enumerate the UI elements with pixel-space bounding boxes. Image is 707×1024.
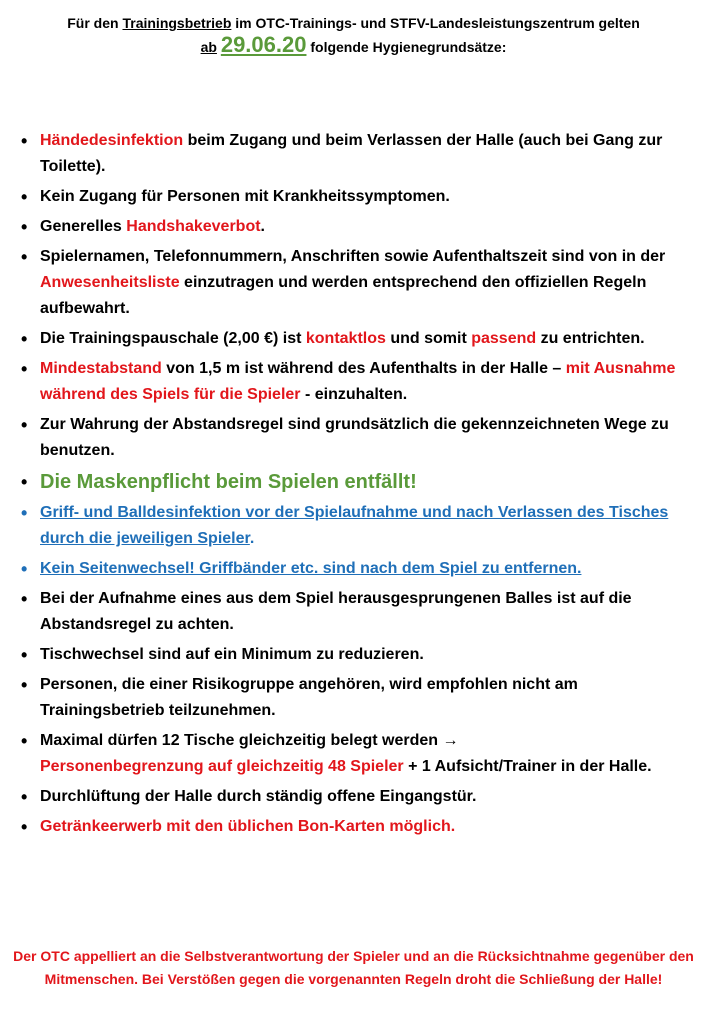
rule-text: Durchlüftung der Halle durch ständig offene Eingangstür. bbox=[40, 788, 477, 805]
rule-text: Kein Zugang für Personen mit Krankheitssymptomen. bbox=[40, 188, 450, 205]
highlight-text: Handshakeverbot bbox=[126, 218, 261, 235]
rule-item bbox=[18, 784, 688, 810]
rule-item bbox=[18, 128, 688, 180]
arrow-right-icon: → bbox=[442, 732, 459, 749]
rule-text: Bei der Aufnahme eines aus dem Spiel herausgesprungenen Balles ist auf die Abstandsregel zu achten. bbox=[40, 590, 632, 633]
rule-text: zu entrichten. bbox=[536, 330, 645, 347]
header-underlined-text: Trainingsbetrieb bbox=[122, 15, 232, 31]
header-text: im OTC-Trainings- und STFV-Landesleistungszentrum gelten bbox=[231, 15, 640, 31]
highlight-text: Personenbegrenzung auf gleichzeitig 48 Spieler bbox=[40, 758, 404, 775]
rule-item bbox=[18, 642, 688, 668]
highlight-text: kontaktlos bbox=[305, 330, 386, 347]
rule-item bbox=[18, 412, 688, 464]
blue-text: Kein Seitenwechsel! Griffbänder etc. sind nach dem Spiel zu entfernen. bbox=[40, 560, 582, 577]
rule-text: einzutragen und werden entsprechend den offiziellen Regeln aufbewahrt. bbox=[40, 274, 647, 317]
rule-text: Tischwechsel sind auf ein Minimum zu reduzieren. bbox=[40, 646, 424, 663]
rule-item bbox=[18, 672, 688, 724]
footer-note: Der OTC appelliert an die Selbstverantwortung der Spieler und an die Rücksichtnahme gegenüber den Mitmenschen. Bei Verstößen gegen die vorgenannten Regeln droht die Schließung der Halle! bbox=[13, 948, 694, 987]
rule-text: und somit bbox=[385, 330, 472, 347]
rule-text: . bbox=[260, 218, 265, 235]
highlight-text: Händedesinfektion bbox=[40, 132, 184, 149]
rule-item bbox=[18, 244, 688, 322]
document-header bbox=[0, 12, 707, 58]
header-ab: ab bbox=[200, 39, 217, 55]
header-text: Für den bbox=[67, 15, 123, 31]
rule-item-mask bbox=[18, 468, 688, 496]
header-line-2 bbox=[0, 34, 707, 58]
rule-text: Maximal dürfen 12 Tische gleichzeitig belegt werden bbox=[40, 732, 443, 749]
rule-item bbox=[18, 326, 688, 352]
highlight-text: Getränkeerwerb mit den üblichen Bon-Karten möglich. bbox=[40, 818, 456, 835]
rule-item bbox=[18, 500, 688, 552]
rule-text: + 1 Aufsicht/Trainer in der Halle. bbox=[403, 758, 652, 775]
rule-item bbox=[18, 586, 688, 638]
highlight-text: mit Ausnahme während des Spiels für die Spieler bbox=[40, 360, 676, 403]
rule-text: Die Trainingspauschale (2,00 €) ist bbox=[40, 330, 306, 347]
rule-text: von 1,5 m ist während des Aufenthalts in der Halle – bbox=[161, 360, 566, 377]
highlight-text: Mindestabstand bbox=[40, 360, 162, 377]
rule-text: Die Maskenpflicht beim Spielen entfällt! bbox=[40, 471, 417, 493]
rule-item bbox=[18, 356, 688, 408]
rule-item bbox=[18, 214, 688, 240]
rules-list bbox=[18, 128, 688, 844]
rule-item bbox=[18, 814, 688, 840]
blue-text: . bbox=[249, 530, 255, 547]
rule-item bbox=[18, 184, 688, 210]
header-text: folgende Hygienegrundsätze: bbox=[306, 39, 507, 55]
rule-text: - einzuhalten. bbox=[300, 386, 408, 403]
rule-text: Personen, die einer Risikogruppe angehören, wird empfohlen nicht am Trainingsbetrieb teilzunehmen. bbox=[40, 676, 578, 719]
header-date: 29.06.20 bbox=[220, 32, 307, 57]
blue-text: Griff- und Balldesinfektion vor der Spielaufnahme und nach Verlassen des Tisches durch die jeweiligen Spieler bbox=[40, 504, 669, 547]
header-line-1 bbox=[0, 12, 707, 34]
rule-item bbox=[18, 556, 688, 582]
rule-text: Generelles bbox=[40, 218, 127, 235]
rule-text: beim Zugang und beim Verlassen der Halle (auch bei Gang zur Toilette). bbox=[40, 132, 663, 175]
rule-item bbox=[18, 728, 688, 780]
highlight-text: Anwesenheitsliste bbox=[40, 274, 180, 291]
rule-text: Spielernamen, Telefonnummern, Anschriften sowie Aufenthaltszeit sind von in der bbox=[40, 248, 666, 265]
rule-text: Zur Wahrung der Abstandsregel sind grundsätzlich die gekennzeichneten Wege zu benutzen. bbox=[40, 416, 669, 459]
highlight-text: passend bbox=[471, 330, 537, 347]
